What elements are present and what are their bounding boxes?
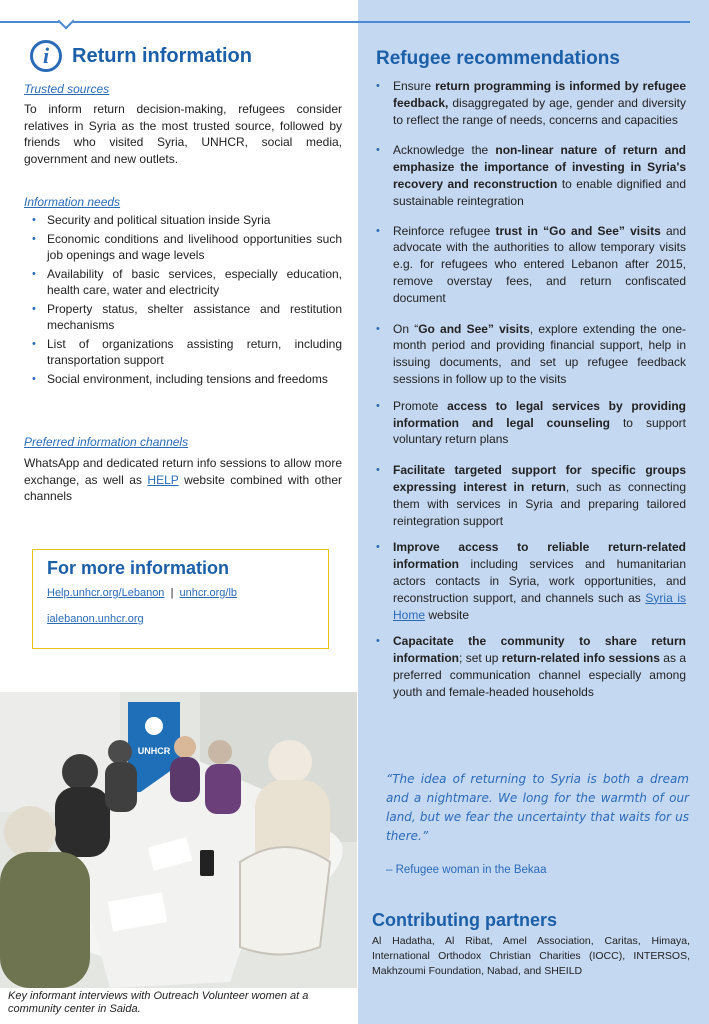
unhcr-lb-link[interactable]: unhcr.org/lb bbox=[179, 587, 238, 599]
list-item: • Availability of basic services, especially education, health care, water and electricity bbox=[24, 266, 342, 299]
channels-text-post: website combined with other channels bbox=[24, 472, 342, 503]
ialebanon-link[interactable]: ialebanon.unhcr.org bbox=[47, 613, 144, 625]
list-item: • Reinforce refugee trust in “Go and See” visits and advocate with the authorities to allow temporary visits e.g. for refugees who entered Lebanon after 2015, remove overstay fees, and return confiscated document bbox=[376, 223, 686, 307]
top-divider-line bbox=[0, 21, 690, 23]
banner-text: UNHCR bbox=[137, 746, 171, 756]
list-item: • Economic conditions and livelihood opportunities such job openings and wage levels bbox=[24, 231, 342, 264]
trusted-sources-label: Trusted sources bbox=[24, 82, 110, 96]
list-item: • List of organizations assisting return, including transportation support bbox=[24, 336, 342, 369]
list-item: • Improve access to reliable return-related information including services and humanitarian actors contacts in Syria, work opportunities, and reconstruction support, and channels such as Syria is Home website bbox=[376, 539, 686, 623]
more-info-box bbox=[32, 549, 329, 649]
syria-is-home-link[interactable]: Syria is Home bbox=[393, 590, 687, 622]
photo-caption: Key informant interviews with Outreach Volunteer women at a community center in Saida. bbox=[8, 990, 309, 1015]
partners-title: Contributing partners bbox=[372, 910, 557, 930]
partners-text: Al Hadatha, Al Ribat, Amel Association, Caritas, Himaya, International Orthodox Christian Charities (IOCC), INTERSOS, Makhzoumi Foundation, Nabad, and SHEILD bbox=[372, 935, 690, 977]
list-item: • Facilitate targeted support for specific groups expressing interest in return, such as connecting them with services in Syria and preparing tailored reintegration support bbox=[376, 462, 686, 529]
more-info-links-2 bbox=[47, 613, 314, 625]
list-item: • Property status, shelter assistance and restitution mechanisms bbox=[24, 301, 342, 334]
list-item: • On “Go and See” visits, explore extending the one-month period and providing financial support, help in issuing documents, and set up refugee feedback sessions in follow up to the visits bbox=[376, 321, 686, 388]
list-item: • Social environment, including tensions and freedoms bbox=[24, 371, 342, 388]
meeting-photo bbox=[0, 692, 357, 988]
return-info-header bbox=[30, 40, 252, 72]
quote-attribution: – Refugee woman in the Bekaa bbox=[386, 864, 547, 876]
return-info-title: Return information bbox=[72, 44, 252, 67]
more-info-links bbox=[47, 587, 314, 599]
list-item: • Capacitate the community to share return information; set up return-related info sessions as a preferred communication channel especially among youth and female-headed households bbox=[376, 633, 686, 700]
channels-text-pre: WhatsApp and dedicated return info sessions to allow more exchange, as well as bbox=[24, 456, 342, 487]
meeting-photo-illustration bbox=[0, 692, 357, 988]
recommendations-list bbox=[376, 78, 686, 701]
information-needs-list bbox=[24, 212, 342, 389]
help-unhcr-link[interactable]: Help.unhcr.org/Lebanon bbox=[47, 587, 165, 599]
list-item: • Promote access to legal services by providing information and legal counseling to support voluntary return plans bbox=[376, 398, 686, 448]
list-item: • Ensure return programming is informed by refugee feedback, disaggregated by age, gender and diversity to reflect the range of needs, concerns and capacities bbox=[376, 78, 686, 128]
info-icon: i bbox=[30, 40, 62, 72]
help-link[interactable]: HELP bbox=[147, 472, 179, 487]
recommendations-title: Refugee recommendations bbox=[376, 48, 620, 69]
channels-text bbox=[24, 455, 342, 505]
list-item: • Acknowledge the non-linear nature of return and emphasize the importance of investing in Syria's recovery and reconstruction to enable dignified and sustainable reintegration bbox=[376, 142, 686, 209]
more-info-title: For more information bbox=[47, 558, 230, 578]
trusted-sources-text: To inform return decision-making, refugees consider relatives in Syria as the most trusted source, followed by friends who visited Syria, UNHCR, social media, government and new outlets. bbox=[24, 102, 342, 166]
list-item: • Security and political situation inside Syria bbox=[24, 212, 342, 229]
information-needs-label: Information needs bbox=[24, 195, 121, 209]
channels-label: Preferred information channels bbox=[24, 435, 189, 449]
link-separator: | bbox=[170, 587, 174, 599]
refugee-quote: “The idea of returning to Syria is both a dream and a nightmare. We long for the warmth of our land, but we fear the uncertainty that waits for us there.” bbox=[386, 772, 689, 843]
